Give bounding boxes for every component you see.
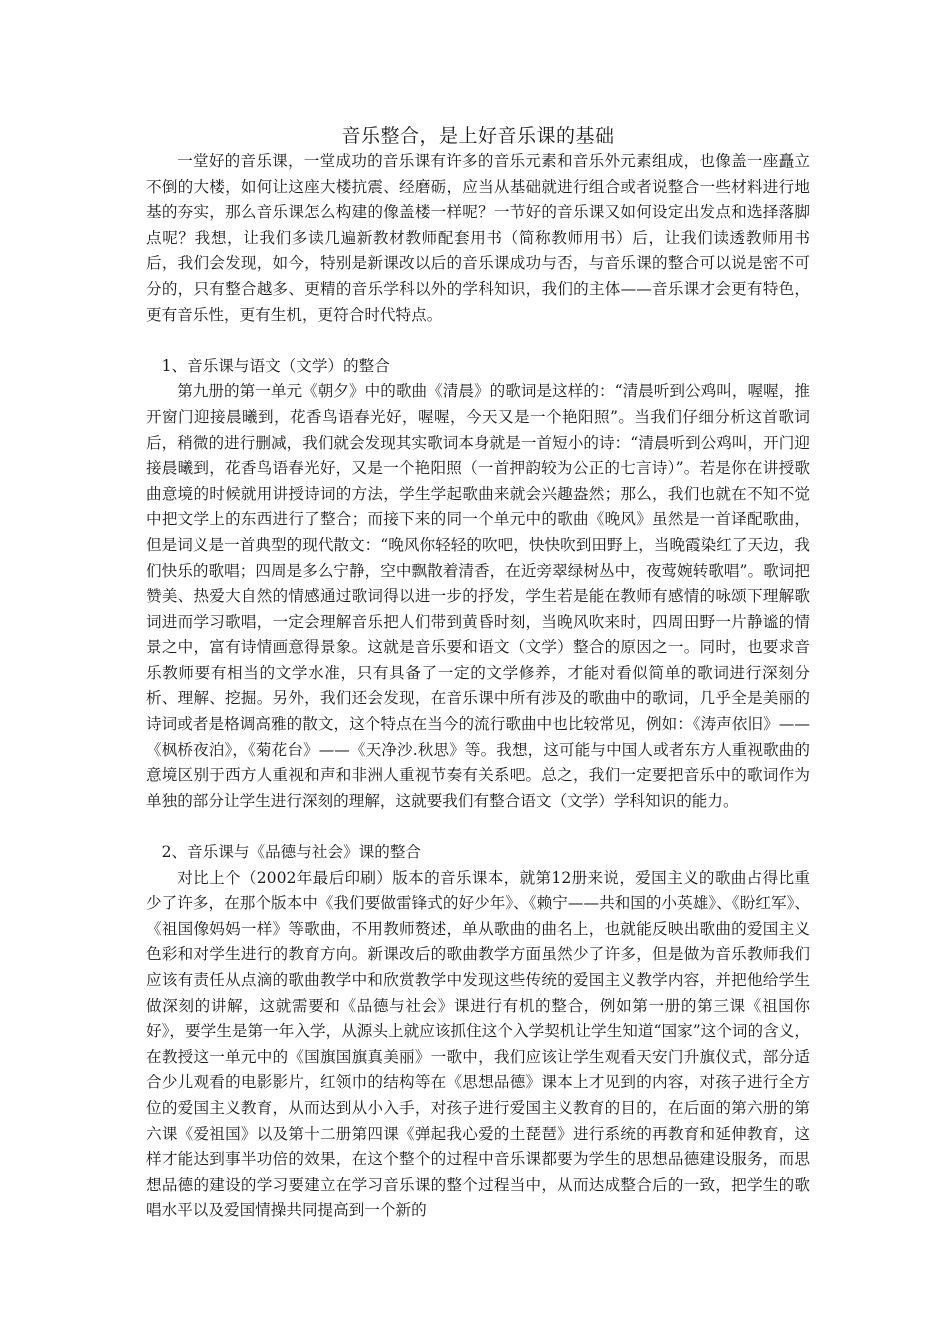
- paragraph-gap: [146, 328, 810, 354]
- document-page: [146, 123, 810, 1224]
- intro-paragraph: 一堂好的音乐课，一堂成功的音乐课有许多的音乐元素和音乐外元素组成，也像盖一座矗立不倒的大楼，如何让这座大楼抗震、经磨砺，应当从基础就进行组合或者说整合一些材料进行地基的夯实，那么音乐课怎么构建的像盖楼一样呢？一节好的音乐课又如何设定出发点和选择落脚点呢？我想，让我们多读几遍新教材教师配套用书（简称教师用书）后，让我们读透教师用书后，我们会发现，如今，特别是新课改以后的音乐课成功与否，与音乐课的整合可以说是密不可分的，只有整合越多、更精的音乐学科以外的学科知识，我们的主体——音乐课才会更有特色，更有音乐性，更有生机，更符合时代特点。: [146, 152, 810, 324]
- document-title: 音乐整合，是上好音乐课的基础: [341, 125, 615, 147]
- section-1-heading: 1、音乐课与语文（文学）的整合: [161, 356, 390, 375]
- section-2-body: 对比上个（2002年最后印刷）版本的音乐课本，就第12册来说，爱国主义的歌曲占得比重少了许多，在那个版本中《我们要做雷锋式的好少年》、《赖宁——共和国的小英雄》、《盼红军》、《祖国像妈妈一样》等歌曲，不用教师赘述，单从歌曲的曲名上，也就能反映出歌曲的爱国主义色彩和对学生进行的教育方向。新课改后的歌曲教学方面虽然少了许多，但是做为音乐教师我们应该有责任从点滴的歌曲教学中和欣赏教学中发现这些传统的爱国主义教学内容，并把他给学生做深刻的讲解，这就需要和《品德与社会》课进行有机的整合，例如第一册的第三课《祖国你好》，要学生是第一年入学，从源头上就应该抓住这个入学契机让学生知道“国家”这个词的含义，在教授这一单元中的《国旗国旗真美丽》一歌中，我们应该让学生观看天安门升旗仪式，部分适合少儿观看的电影影片，红领巾的结构等在《思想品德》课本上才见到的内容，对孩子进行全方位的爱国主义教育，从而达到从小入手，对孩子进行爱国主义教育的目的，在后面的第六册的第六课《爱祖国》以及第十二册第四课《弹起我心爱的土琵琶》进行系统的再教育和延伸教育，这样才能达到事半功倍的效果，在这个整个的过程中音乐课都要为学生的思想品德建设服务，而思想品德的建设的学习要建立在学习音乐课的整个过程当中，从而达成整合后的一致，把学生的歌唱水平以及爱国情操共同提高到一个新的: [146, 868, 810, 1220]
- paragraph-gap: [146, 814, 810, 840]
- section-1-body: 第九册的第一单元《朝夕》中的歌曲《清晨》的歌词是这样的：“清晨听到公鸡叫，喔喔，推开窗门迎接晨曦到，花香鸟语春光好，喔喔，今天又是一个艳阳照”。当我们仔细分析这首歌词后，稍微的进行删减，我们就会发现其实歌词本身就是一首短小的诗：“清晨听到公鸡叫，开门迎接晨曦到，花香鸟语春光好，又是一个艳阳照（一首押韵较为公正的七言诗）”。若是你在讲授歌曲意境的时候就用讲授诗词的方法，学生学起歌曲来就会兴趣盎然；那么，我们也就在不知不觉中把文学上的东西进行了整合；而接下来的同一个单元中的歌曲《晚风》虽然是一首译配歌曲，但是词义是一首典型的现代散文：“晚风你轻轻的吹吧，快快吹到田野上，当晚霞染红了天边，我们快乐的歌唱；四周是多么宁静，空中飘散着清香，在近旁翠绿树丛中，夜莺婉转歌唱”。歌词把赞美、热爱大自然的情感通过歌词得以进一步的抒发，学生若是能在教师有感情的咏颂下理解歌词进而学习歌唱，一定会理解音乐把人们带到黄昏时刻，当晚风吹来时，四周田野一片静谧的情景之中，富有诗情画意得景象。这就是音乐要和语文（文学）整合的原因之一。同时，也要求音乐教师要有相当的文学水准，只有具备了一定的文学修养，才能对看似简单的歌词进行深刻分析、理解、挖掘。另外，我们还会发现，在音乐课中所有涉及的歌曲中的歌词，几乎全是美丽的诗词或者是格调高雅的散文，这个特点在当今的流行歌曲中也比较常见，例如：《涛声依旧》——《枫桥夜泊》，《菊花台》——《天净沙.秋思》等。我想，这可能与中国人或者东方人重视歌曲的意境区别于西方人重视和声和非洲人重视节奏有关系吧。总之，我们一定要把音乐中的歌词作为单独的部分让学生进行深刻的理解，这就要我们有整合语文（文学）学科知识的能力。: [146, 382, 810, 810]
- section-2-heading: 2、音乐课与《品德与社会》课的整合: [161, 843, 422, 862]
